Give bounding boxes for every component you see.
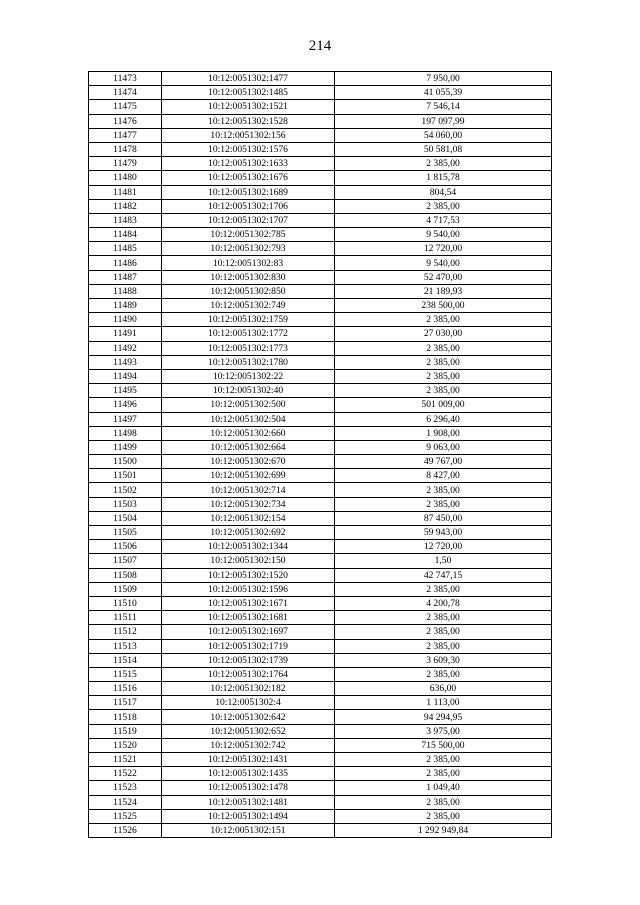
cadastral-number-cell: 10:12:0051302:1596 [162,582,335,596]
row-number-cell: 11502 [89,483,162,497]
cadastral-number-cell: 10:12:0051302:1773 [162,341,335,355]
table-row [89,157,552,171]
cadastral-number-cell: 10:12:0051302:1759 [162,313,335,327]
row-number-cell: 11480 [89,171,162,185]
amount-cell: 2 385,00 [335,639,552,653]
cadastral-number-cell: 10:12:0051302:504 [162,412,335,426]
row-number-cell: 11491 [89,327,162,341]
amount-cell: 7 950,00 [335,72,552,86]
amount-cell: 7 546,14 [335,100,552,114]
row-number-cell: 11523 [89,781,162,795]
cadastral-number-cell: 10:12:0051302:1344 [162,540,335,554]
table-row [89,781,552,795]
table-row [89,767,552,781]
row-number-cell: 11510 [89,596,162,610]
table-row [89,653,552,667]
cadastral-number-cell: 10:12:0051302:1431 [162,753,335,767]
table-row [89,341,552,355]
row-number-cell: 11475 [89,100,162,114]
row-number-cell: 11515 [89,667,162,681]
amount-cell: 2 385,00 [335,582,552,596]
cadastral-number-cell: 10:12:0051302:642 [162,710,335,724]
cadastral-number-cell: 10:12:0051302:1435 [162,767,335,781]
table-row [89,270,552,284]
row-number-cell: 11513 [89,639,162,653]
cadastral-number-cell: 10:12:0051302:670 [162,455,335,469]
cadastral-number-cell: 10:12:0051302:793 [162,242,335,256]
amount-cell: 2 385,00 [335,483,552,497]
table-row [89,440,552,454]
row-number-cell: 11490 [89,313,162,327]
amount-cell: 3 609,30 [335,653,552,667]
amount-cell: 9 540,00 [335,228,552,242]
table-row [89,384,552,398]
amount-cell: 12 720,00 [335,540,552,554]
cadastral-number-cell: 10:12:0051302:154 [162,511,335,525]
table-row [89,313,552,327]
table-row [89,299,552,313]
row-number-cell: 11493 [89,355,162,369]
amount-cell: 2 385,00 [335,611,552,625]
table-row [89,72,552,86]
table-row [89,611,552,625]
amount-cell: 1,50 [335,554,552,568]
cadastral-number-cell: 10:12:0051302:83 [162,256,335,270]
amount-cell: 2 385,00 [335,809,552,823]
row-number-cell: 11497 [89,412,162,426]
cadastral-number-cell: 10:12:0051302:1478 [162,781,335,795]
table-row [89,682,552,696]
cadastral-number-cell: 10:12:0051302:1719 [162,639,335,653]
row-number-cell: 11479 [89,157,162,171]
amount-cell: 2 385,00 [335,667,552,681]
amount-cell: 1 049,40 [335,781,552,795]
row-number-cell: 11511 [89,611,162,625]
cadastral-number-cell: 10:12:0051302:1671 [162,596,335,610]
cadastral-number-cell: 10:12:0051302:1681 [162,611,335,625]
amount-cell: 59 943,00 [335,526,552,540]
row-number-cell: 11505 [89,526,162,540]
table-row [89,483,552,497]
row-number-cell: 11488 [89,284,162,298]
row-number-cell: 11500 [89,455,162,469]
cadastral-number-cell: 10:12:0051302:692 [162,526,335,540]
amount-cell: 42 747,15 [335,568,552,582]
table-row [89,568,552,582]
amount-cell: 4 717,53 [335,213,552,227]
amount-cell: 804,54 [335,185,552,199]
table-row [89,86,552,100]
table-row [89,171,552,185]
amount-cell: 501 009,00 [335,398,552,412]
amount-cell: 87 450,00 [335,511,552,525]
amount-cell: 1 113,00 [335,696,552,710]
row-number-cell: 11512 [89,625,162,639]
registry-table-body [89,72,552,838]
cadastral-number-cell: 10:12:0051302:1521 [162,100,335,114]
amount-cell: 2 385,00 [335,753,552,767]
amount-cell: 2 385,00 [335,341,552,355]
amount-cell: 1 292 949,84 [335,823,552,837]
cadastral-number-cell: 10:12:0051302:1676 [162,171,335,185]
cadastral-number-cell: 10:12:0051302:699 [162,469,335,483]
row-number-cell: 11507 [89,554,162,568]
row-number-cell: 11484 [89,228,162,242]
amount-cell: 2 385,00 [335,199,552,213]
cadastral-number-cell: 10:12:0051302:742 [162,738,335,752]
cadastral-number-cell: 10:12:0051302:40 [162,384,335,398]
amount-cell: 9 063,00 [335,440,552,454]
table-row [89,625,552,639]
amount-cell: 94 294,95 [335,710,552,724]
amount-cell: 2 385,00 [335,795,552,809]
table-row [89,639,552,653]
row-number-cell: 11503 [89,497,162,511]
row-number-cell: 11506 [89,540,162,554]
amount-cell: 6 296,40 [335,412,552,426]
amount-cell: 2 385,00 [335,355,552,369]
amount-cell: 4 200,78 [335,596,552,610]
table-row [89,696,552,710]
table-row [89,497,552,511]
cadastral-number-cell: 10:12:0051302:1689 [162,185,335,199]
table-row [89,213,552,227]
table-row [89,753,552,767]
row-number-cell: 11489 [89,299,162,313]
table-row [89,100,552,114]
row-number-cell: 11499 [89,440,162,454]
row-number-cell: 11481 [89,185,162,199]
table-row [89,540,552,554]
amount-cell: 2 385,00 [335,157,552,171]
cadastral-number-cell: 10:12:0051302:1494 [162,809,335,823]
table-row [89,724,552,738]
cadastral-number-cell: 10:12:0051302:749 [162,299,335,313]
table-row [89,228,552,242]
row-number-cell: 11520 [89,738,162,752]
cadastral-number-cell: 10:12:0051302:1485 [162,86,335,100]
row-number-cell: 11476 [89,114,162,128]
row-number-cell: 11483 [89,213,162,227]
row-number-cell: 11516 [89,682,162,696]
table-row [89,823,552,837]
amount-cell: 1 908,00 [335,426,552,440]
cadastral-number-cell: 10:12:0051302:652 [162,724,335,738]
cadastral-number-cell: 10:12:0051302:734 [162,497,335,511]
amount-cell: 8 427,00 [335,469,552,483]
cadastral-number-cell: 10:12:0051302:1707 [162,213,335,227]
table-row [89,596,552,610]
cadastral-number-cell: 10:12:0051302:1481 [162,795,335,809]
amount-cell: 2 385,00 [335,384,552,398]
cadastral-number-cell: 10:12:0051302:1520 [162,568,335,582]
row-number-cell: 11496 [89,398,162,412]
table-row [89,128,552,142]
row-number-cell: 11492 [89,341,162,355]
cadastral-number-cell: 10:12:0051302:1780 [162,355,335,369]
row-number-cell: 11519 [89,724,162,738]
table-row [89,710,552,724]
amount-cell: 2 385,00 [335,497,552,511]
table-row [89,142,552,156]
table-row [89,426,552,440]
amount-cell: 52 470,00 [335,270,552,284]
row-number-cell: 11521 [89,753,162,767]
page-number: 214 [308,38,332,54]
row-number-cell: 11498 [89,426,162,440]
row-number-cell: 11514 [89,653,162,667]
table-row [89,355,552,369]
table-row [89,369,552,383]
cadastral-number-cell: 10:12:0051302:850 [162,284,335,298]
row-number-cell: 11517 [89,696,162,710]
amount-cell: 12 720,00 [335,242,552,256]
cadastral-number-cell: 10:12:0051302:1764 [162,667,335,681]
cadastral-number-cell: 10:12:0051302:500 [162,398,335,412]
row-number-cell: 11524 [89,795,162,809]
row-number-cell: 11508 [89,568,162,582]
amount-cell: 238 500,00 [335,299,552,313]
table-row [89,398,552,412]
amount-cell: 41 055,39 [335,86,552,100]
row-number-cell: 11495 [89,384,162,398]
table-row [89,511,552,525]
row-number-cell: 11482 [89,199,162,213]
amount-cell: 49 767,00 [335,455,552,469]
cadastral-number-cell: 10:12:0051302:22 [162,369,335,383]
cadastral-number-cell: 10:12:0051302:714 [162,483,335,497]
table-row [89,256,552,270]
table-row [89,284,552,298]
row-number-cell: 11504 [89,511,162,525]
table-row [89,526,552,540]
amount-cell: 9 540,00 [335,256,552,270]
amount-cell: 636,00 [335,682,552,696]
table-row [89,582,552,596]
amount-cell: 21 189,93 [335,284,552,298]
table-row [89,412,552,426]
cadastral-number-cell: 10:12:0051302:151 [162,823,335,837]
cadastral-number-cell: 10:12:0051302:785 [162,228,335,242]
amount-cell: 2 385,00 [335,313,552,327]
row-number-cell: 11478 [89,142,162,156]
table-row [89,809,552,823]
cadastral-number-cell: 10:12:0051302:1697 [162,625,335,639]
amount-cell: 2 385,00 [335,625,552,639]
table-row [89,114,552,128]
amount-cell: 27 030,00 [335,327,552,341]
table-row [89,185,552,199]
cadastral-number-cell: 10:12:0051302:1706 [162,199,335,213]
row-number-cell: 11501 [89,469,162,483]
table-row [89,455,552,469]
amount-cell: 2 385,00 [335,369,552,383]
table-row [89,242,552,256]
row-number-cell: 11509 [89,582,162,596]
row-number-cell: 11522 [89,767,162,781]
row-number-cell: 11487 [89,270,162,284]
cadastral-number-cell: 10:12:0051302:1477 [162,72,335,86]
cadastral-number-cell: 10:12:0051302:156 [162,128,335,142]
table-row [89,795,552,809]
table-row [89,667,552,681]
amount-cell: 715 500,00 [335,738,552,752]
cadastral-number-cell: 10:12:0051302:664 [162,440,335,454]
registry-table [88,71,552,838]
cadastral-number-cell: 10:12:0051302:1528 [162,114,335,128]
cadastral-number-cell: 10:12:0051302:1576 [162,142,335,156]
row-number-cell: 11525 [89,809,162,823]
cadastral-number-cell: 10:12:0051302:830 [162,270,335,284]
cadastral-number-cell: 10:12:0051302:660 [162,426,335,440]
row-number-cell: 11494 [89,369,162,383]
cadastral-number-cell: 10:12:0051302:4 [162,696,335,710]
table-row [89,554,552,568]
cadastral-number-cell: 10:12:0051302:1739 [162,653,335,667]
row-number-cell: 11474 [89,86,162,100]
amount-cell: 1 815,78 [335,171,552,185]
amount-cell: 3 975,00 [335,724,552,738]
row-number-cell: 11473 [89,72,162,86]
table-row [89,738,552,752]
row-number-cell: 11477 [89,128,162,142]
cadastral-number-cell: 10:12:0051302:1633 [162,157,335,171]
row-number-cell: 11486 [89,256,162,270]
amount-cell: 50 581,08 [335,142,552,156]
cadastral-number-cell: 10:12:0051302:150 [162,554,335,568]
row-number-cell: 11526 [89,823,162,837]
amount-cell: 54 060,00 [335,128,552,142]
amount-cell: 2 385,00 [335,767,552,781]
table-row [89,469,552,483]
cadastral-number-cell: 10:12:0051302:182 [162,682,335,696]
row-number-cell: 11485 [89,242,162,256]
cadastral-number-cell: 10:12:0051302:1772 [162,327,335,341]
row-number-cell: 11518 [89,710,162,724]
table-row [89,327,552,341]
table-row [89,199,552,213]
amount-cell: 197 097,99 [335,114,552,128]
